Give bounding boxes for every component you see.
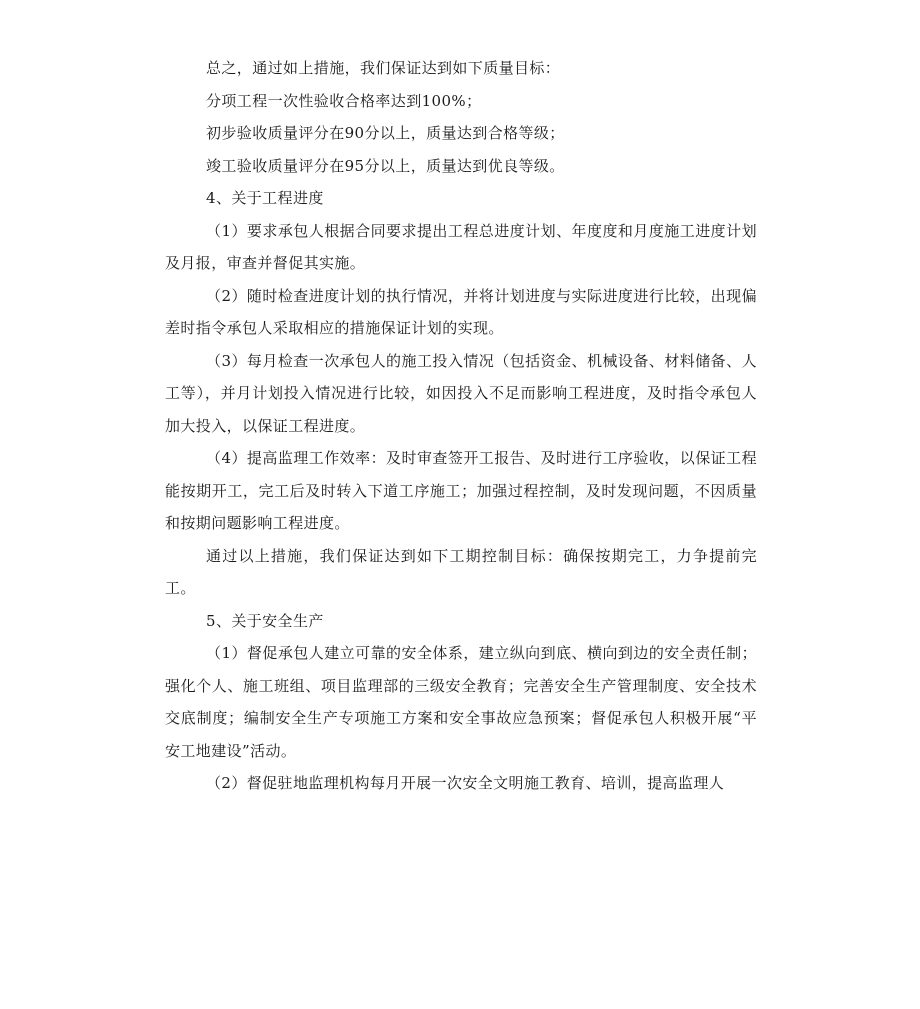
document-body (165, 52, 757, 800)
paragraph-schedule-item-2: （2）随时检查进度计划的执行情况，并将计划进度与实际进度进行比较，出现偏差时指令承包人采取相应的措施保证计划的实现。 (165, 286, 757, 337)
paragraph-quality-goal-2: 初步验收质量评分在90分以上，质量达到合格等级； (206, 124, 565, 142)
paragraph-safety-item-2: （2）督促驻地监理机构每月开展一次安全文明施工教育、培训，提高监理人 (206, 774, 725, 792)
paragraph-schedule-item-3: （3）每月检查一次承包人的施工投入情况（包括资金、机械设备、材料储备、人工等），并月计划投入情况进行比较，如因投入不足而影响工程进度，及时指令承包人加大投入，以保证工程进度。 (165, 351, 757, 435)
paragraph-quality-goal-3: 竣工验收质量评分在95分以上，质量达到优良等级。 (206, 156, 565, 175)
paragraph-quality-summary: 总之，通过如上措施，我们保证达到如下质量目标： (206, 59, 561, 77)
paragraph-safety-item-1: （1）督促承包人建立可靠的安全体系，建立纵向到底、横向到边的安全责任制；强化个人、施工班组、项目监理部的三级安全教育；完善安全生产管理制度、安全技术交底制度；编制安全生产专项施工方案和安全事故应急预案；督促承包人积极开展“平安工地建设”活动。 (165, 644, 757, 760)
paragraph-schedule-item-4: （4）提高监理工作效率：及时审查签开工报告、及时进行工序验收，以保证工程能按期开工，完工后及时转入下道工序施工；加强过程控制，及时发现问题，不因质量和按期问题影响工程进度。 (165, 449, 757, 532)
paragraph-schedule-item-1: （1）要求承包人根据合同要求提出工程总进度计划、年度度和月度施工进度计划及月报，审查并督促其实施。 (165, 221, 757, 272)
paragraph-quality-goal-1: 分项工程一次性验收合格率达到100%； (206, 91, 482, 110)
section-heading-safety: 5、关于安全生产 (206, 611, 324, 630)
paragraph-schedule-summary: 通过以上措施，我们保证达到如下工期控制目标：确保按期完工，力争提前完工。 (165, 546, 757, 597)
section-heading-schedule: 4、关于工程进度 (206, 189, 324, 207)
